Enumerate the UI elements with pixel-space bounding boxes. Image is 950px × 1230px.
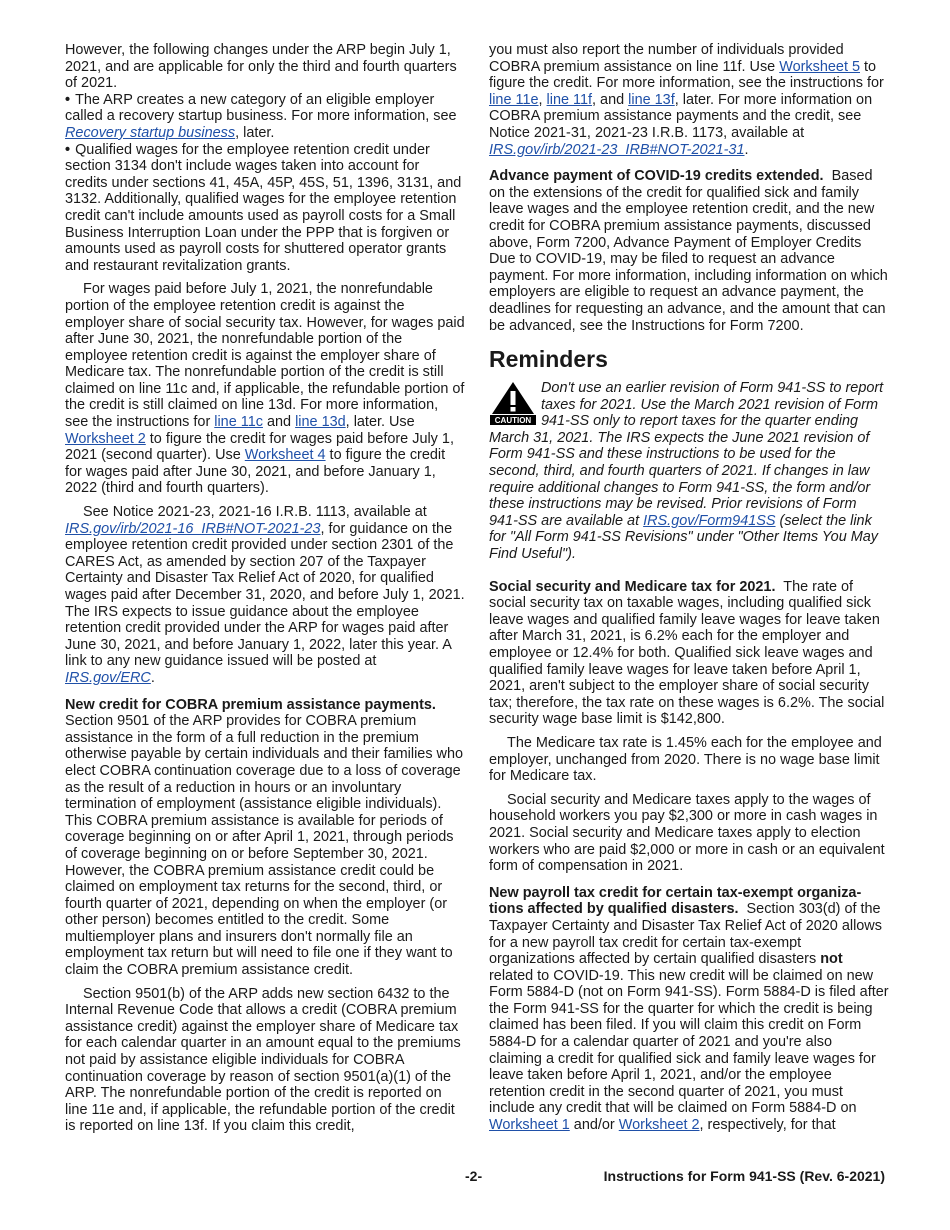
reminders-heading: Reminders [489, 346, 608, 373]
worksheet-5-link[interactable]: Worksheet 5 [779, 58, 860, 75]
cobra-heading: New credit for COBRA premium assistance payments. [65, 696, 436, 713]
line-13f-link[interactable]: line 13f [628, 91, 675, 108]
form941ss-link[interactable]: IRS.gov/Form941SS [643, 512, 776, 529]
page-number: -2- [465, 1168, 483, 1184]
notice-paragraph: See Notice 2021-23, 2021-16 I.R.B. 1113, available at IRS.gov/irb/2021-16_IRB#NOT-2021-23, for guidance on the employee retention credit provided under section 2301 of the CARES Act, as amended by section 207 of the Taxpayer Certainty and Disaster Tax Relief Act of 2020, for qualified wages paid after December 31, 2020, and before July 1, 2021. The IRS expects to issue guidance about the employee retention credit provided under the ARP for wages paid after June 30, 2021, and before January 1, 2022, later this year. A link to any new guidance issued will be posted at IRS.gov/ERC. [65, 504, 465, 686]
worksheet-1-link[interactable]: Worksheet 1 [489, 1117, 570, 1134]
medicare-rate-paragraph: The Medicare tax rate is 1.45% each for the employee and employer, unchanged from 2020. There is no wage base limit for Medicare tax. [489, 734, 882, 785]
irb-2021-16-link[interactable]: IRS.gov/irb/2021-16_IRB#NOT-2021-23 [65, 520, 321, 537]
irs-erc-link[interactable]: IRS.gov/ERC [65, 669, 151, 686]
page-footer [65, 1168, 885, 1186]
wages-paragraph: For wages paid before July 1, 2021, the nonrefundable portion of the employee retention credit is against the employer share of social security tax. However, for wages paid after June 30, 2021, the nonrefundable portion of the employee retention credit is against the employer share of Medicare tax. The nonrefundable portion of the credit is still claimed on line 11c and, if applicable, the refundable portion of the credit is still claimed on line 13d. For more information, see the instructions for line 11c and line 13d, later. Use Worksheet 2 to figure the credit for wages paid before July 1, 2021 (second quarter). Use Worksheet 4 to figure the credit for wages paid after June 30, 2021, and before January 1, 2022 (third and fourth quarters). [65, 281, 465, 497]
recovery-startup-link[interactable]: Recovery startup business [65, 124, 236, 141]
left-column [65, 42, 465, 1135]
line-11e-link[interactable]: line 11e [489, 91, 539, 108]
line-13d-link[interactable]: line 13d [295, 414, 346, 431]
section-9501b-paragraph: Section 9501(b) of the ARP adds new section 6432 to the Internal Revenue Code that allows a credit (COBRA premium assistance credit) against the employer share of Medicare tax for each calendar quarter in an amount equal to the premiums not paid by assistance eligible individuals for COBRA continuation coverage by reason of section 9501(a)(1) of the ARP. The nonrefundable portion of the credit is reported on line 11e and, if applicable, the refundable portion of the credit is reported on line 13f. If you claim this credit, [65, 985, 461, 1135]
worksheet-4-link[interactable]: Worksheet 4 [244, 447, 326, 464]
payroll-tax-credit-paragraph: New payroll tax credit for certain tax-exempt organiza-tions affected by qualified disasters. Section 303(d) of the Taxpayer Certainty and Disaster Tax Relief Act of 2020 allows for a new payroll tax credit for certain tax-exempt organizations affected by certain qualified disasters not related to COVID-19. This new credit will be claimed on new Form 5884-D (not on Form 941-SS). Form 5884-D is filed after the Form 941-SS for the quarter for which the credit is being claimed has been filed. If you will claim this credit on Form 5884-D for a calendar quarter of 2021 and you're also claiming a credit for qualified sick and family leave wages for leave taken before April 1, 2021, and/or the employee retention credit in the second quarter of 2021, you must include any credit that will be claimed on Form 5884-D on Worksheet 1 and/or Worksheet 2, respectively, for that [489, 884, 889, 1134]
cobra-continued-paragraph: you must also report the number of individuals provided COBRA premium assistance on line 11f. Use Worksheet 5 to figure the credit. For more information, see the instructions for line 11e, line 11f, and line 13f, later. For more information on COBRA premium assistance payments and the credit, see Notice 2021-31, 2021-23 I.R.B. 1173, available at IRS.gov/irb/2021-23_IRB#NOT-2021-31. [489, 42, 884, 158]
irb-2021-23-link[interactable]: IRS.gov/irb/2021-23_IRB#NOT-2021-31 [489, 141, 745, 158]
ss-medicare-heading: Social security and Medicare tax for 2021. [489, 578, 776, 595]
caution-note: CAUTION Don't use an earlier revision of Form 941-SS to report taxes for 2021. Use the March 2021 revision of Form 941-SS only to report taxes for the quarter ending March 31, 2021. The IRS expects the June 2021 revision of Form 941-SS and these instructions to be used for the second, third, and fourth quarters of 2021. If changes in law require additional changes to Form 941-SS, the form and/or these instructions may be revised. Prior revisions of Form 941-SS are available at IRS.gov/Form941SS (select the link for "All Form 941-SS Revisions" under "Other Items You May Find Useful"). [489, 380, 884, 563]
cobra-section: New credit for COBRA premium assistance payments. Section 9501 of the ARP provides for COBRA premium assistance in the form of a full reduction in the premium otherwise payable by certain individuals and their families who elect COBRA continuation coverage due to a loss of coverage as the result of a reduction in hours or an involuntary termination of employment (assistance eligible individuals). This COBRA premium assistance is available for periods of coverage beginning on or after April 1, 2021, through periods of coverage beginning on or before September 30, 2021. However, the COBRA premium assistance credit could be claimed on employment tax returns for the second, third, or fourth quarter of 2021, depending on when the employer (or other person) becomes entitled to the credit. Some multiemployer plans and insurers don't normally file an employment tax return but will need to file one if they want to claim the COBRA premium assistance credit. [65, 696, 464, 979]
payroll-tax-credit-heading: New payroll tax credit for certain tax-exempt organiza-tions affected by qualified disasters. [489, 884, 862, 918]
advance-payment-paragraph: Advance payment of COVID-19 credits extended. Based on the extensions of the credit for qualified sick and family leave wages and the employee retention credit, and the new credit for COBRA premium assistance payments, discussed above, Form 7200, Advance Payment of Employer Credits Due to COVID-19, may be filed to request an advance payment. For more information, including information on which employers are eligible to request an advance payment, the deadlines for requesting an advance, and the amount that can be advanced, see the Instructions for Form 7200. [489, 168, 888, 334]
footer-title: Instructions for Form 941-SS (Rev. 6-2021) [603, 1168, 885, 1184]
ss-medicare-paragraph: Social security and Medicare tax for 2021. The rate of social security tax on taxable wages, including qualified sick leave wages and qualified family leave wages for leave taken after March 31, 2021, is 6.2% each for the employer and employee or 12.4% for both. Qualified sick leave wages and qualified family leave wages for leave taken before April 1, 2021, aren't subject to the employer share of social security tax; therefore, the tax rate on these wages is 6.2%. The social security wage base limit is $142,800. [489, 578, 885, 728]
worksheet-2-link[interactable]: Worksheet 2 [65, 430, 146, 447]
right-column [489, 42, 889, 1134]
household-workers-paragraph: Social security and Medicare taxes apply to the wages of household workers you pay $2,300 or more in cash wages in 2021. Social security and Medicare taxes apply to election workers who are paid $2,000 or more in cash or an equivalent form of compensation in 2021. [489, 791, 885, 875]
intro-paragraph: However, the following changes under the ARP begin July 1, 2021, and are applicable for only the third and fourth quarters of 2021. [65, 42, 457, 92]
caution-label: CAUTION [494, 416, 532, 426]
bullet-recovery-startup: • The ARP creates a new category of an eligible employer called a recovery startup business. For more information, see Recovery startup business, later. [65, 92, 465, 142]
line-11c-link[interactable]: line 11c [214, 414, 263, 431]
bullet-qualified-wages: • Qualified wages for the employee retention credit under section 3134 don't include wages taken into account for credits under sections 41, 45A, 45P, 45S, 51, 1396, 3131, and 3132. Additionally, qualified wages for the employee retention credit can't include amounts used as payroll costs for a Small Business Interruption Loan under the PPP that is forgiven or amounts used as payroll costs for shuttered operator grants and restaurant revitalization grants. [65, 142, 465, 275]
line-11f-link[interactable]: line 11f [546, 91, 593, 108]
worksheet-2-link-right[interactable]: Worksheet 2 [618, 1117, 700, 1134]
caution-icon [489, 380, 537, 426]
advance-payment-heading: Advance payment of COVID-19 credits extended. [489, 168, 824, 185]
